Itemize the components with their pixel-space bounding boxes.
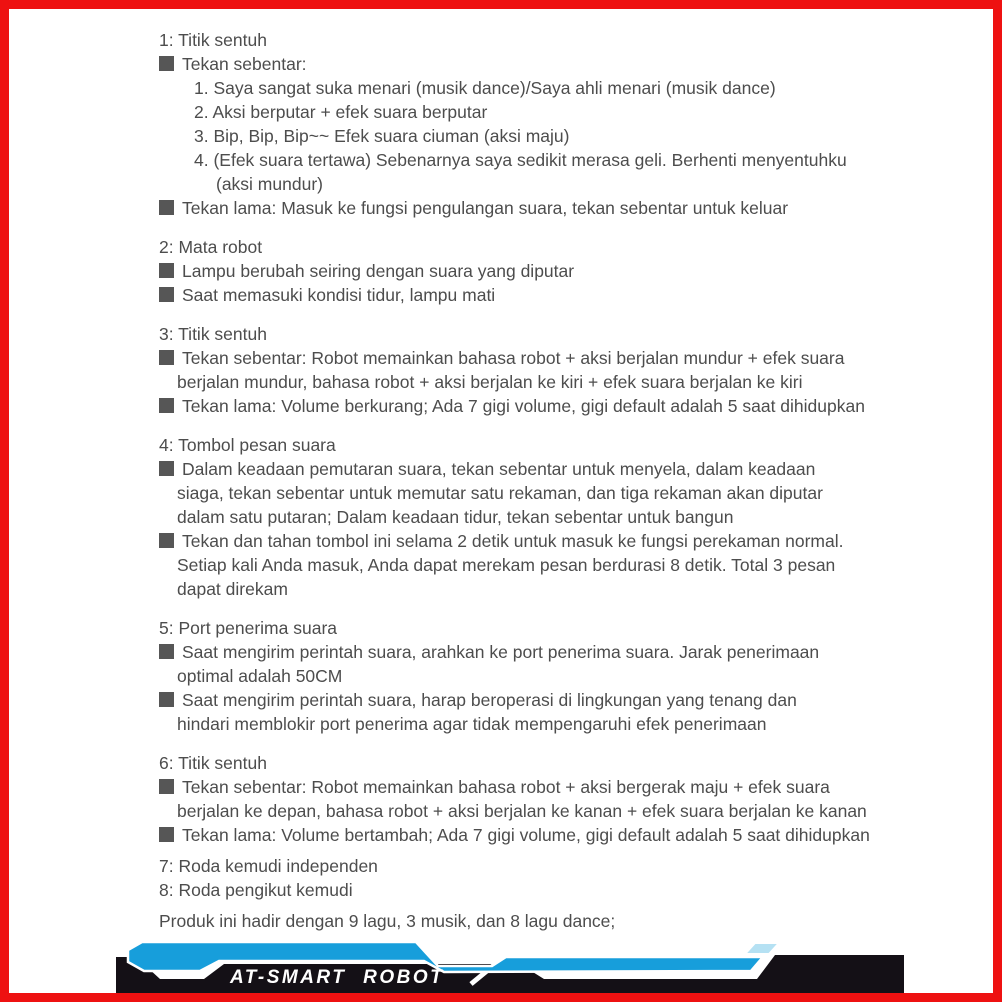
bullet-square-icon <box>159 287 174 302</box>
text-line <box>159 712 904 736</box>
line-text: Tekan sebentar: Robot memainkan bahasa robot + aksi bergerak maju + efek suara <box>182 777 830 797</box>
text-line <box>159 775 904 799</box>
text-line <box>159 124 904 148</box>
bullet-square-icon <box>159 56 174 71</box>
text-line <box>159 370 904 394</box>
line-text: Tekan lama: Masuk ke fungsi pengulangan suara, tekan sebentar untuk keluar <box>182 198 789 218</box>
line-text: 8: Roda pengikut kemudi <box>159 880 353 900</box>
section-title-line <box>159 854 904 878</box>
bullet-square-icon <box>159 827 174 842</box>
line-text: Dalam keadaan pemutaran suara, tekan sebentar untuk menyela, dalam keadaan <box>182 459 816 479</box>
section-title-line <box>159 878 904 902</box>
manual-section <box>159 854 904 902</box>
line-text: hindari memblokir port penerima agar tidak mempengaruhi efek penerimaan <box>177 714 767 734</box>
line-text: berjalan mundur, bahasa robot + aksi berjalan ke kiri + efek suara berjalan ke kiri <box>177 372 803 392</box>
line-text: Lampu berubah seiring dengan suara yang diputar <box>182 261 575 281</box>
brand-logo-text: AT-SMART ROBOT <box>230 967 445 988</box>
bullet-square-icon <box>159 644 174 659</box>
line-text: Saat memasuki kondisi tidur, lampu mati <box>182 285 496 305</box>
line-text: Tekan dan tahan tombol ini selama 2 detik untuk masuk ke fungsi perekaman normal. <box>182 531 844 551</box>
section-title-line <box>159 235 904 259</box>
line-text: berjalan ke depan, bahasa robot + aksi berjalan ke kanan + efek suara berjalan ke kanan <box>177 801 867 821</box>
brand-banner <box>114 938 906 995</box>
bullet-square-icon <box>159 692 174 707</box>
line-text: 4: Tombol pesan suara <box>159 435 336 455</box>
text-line <box>159 664 904 688</box>
text-line <box>159 52 904 76</box>
section-title-line <box>159 322 904 346</box>
bullet-square-icon <box>159 350 174 365</box>
manual-section <box>159 433 904 601</box>
line-text: 6: Titik sentuh <box>159 753 267 773</box>
bullet-square-icon <box>159 398 174 413</box>
text-line <box>159 481 904 505</box>
text-line <box>159 505 904 529</box>
bullet-square-icon <box>159 779 174 794</box>
text-line <box>159 76 904 100</box>
text-line <box>159 799 904 823</box>
line-text: 2: Mata robot <box>159 237 263 257</box>
line-text: 3. Bip, Bip, Bip~~ Efek suara ciuman (aksi maju) <box>194 126 570 146</box>
line-text: Tekan sebentar: Robot memainkan bahasa robot + aksi berjalan mundur + efek suara <box>182 348 845 368</box>
line-text: 7: Roda kemudi independen <box>159 856 378 876</box>
line-text: Tekan sebentar: <box>182 54 307 74</box>
manual-section <box>159 235 904 307</box>
bullet-square-icon <box>159 263 174 278</box>
line-text: 1. Saya sangat suka menari (musik dance)/Saya ahli menari (musik dance) <box>194 78 776 98</box>
text-line <box>159 577 904 601</box>
manual-section <box>159 909 904 933</box>
bullet-square-icon <box>159 461 174 476</box>
line-text: siaga, tekan sebentar untuk memutar satu rekaman, dan tiga rekaman akan diputar <box>177 483 823 503</box>
line-text: Setiap kali Anda masuk, Anda dapat merekam pesan berdurasi 8 detik. Total 3 pesan <box>177 555 836 575</box>
text-line <box>159 259 904 283</box>
text-line <box>159 909 904 933</box>
line-text: 1: Titik sentuh <box>159 30 267 50</box>
line-text: Produk ini hadir dengan 9 lagu, 3 musik, dan 8 lagu dance; <box>159 911 616 931</box>
line-text: 4. (Efek suara tertawa) Sebenarnya saya sedikit merasa geli. Berhenti menyentuhku <box>194 150 847 170</box>
bullet-square-icon <box>159 533 174 548</box>
line-text: dapat direkam <box>177 579 288 599</box>
section-title-line <box>159 751 904 775</box>
line-text: 3: Titik sentuh <box>159 324 267 344</box>
section-title-line <box>159 616 904 640</box>
line-text: Tekan lama: Volume berkurang; Ada 7 gigi volume, gigi default adalah 5 saat dihidupkan <box>182 396 865 416</box>
text-line <box>159 346 904 370</box>
text-line <box>159 283 904 307</box>
line-text: Saat mengirim perintah suara, harap beroperasi di lingkungan yang tenang dan <box>182 690 797 710</box>
manual-section <box>159 322 904 418</box>
section-title-line <box>159 28 904 52</box>
text-line <box>159 148 904 172</box>
text-line <box>159 100 904 124</box>
line-text: optimal adalah 50CM <box>177 666 343 686</box>
line-text: 2. Aksi berputar + efek suara berputar <box>194 102 488 122</box>
text-line <box>159 457 904 481</box>
text-line <box>159 688 904 712</box>
line-text: dalam satu putaran; Dalam keadaan tidur, tekan sebentar untuk bangun <box>177 507 734 527</box>
manual-section <box>159 616 904 736</box>
manual-section <box>159 28 904 220</box>
text-line <box>159 823 904 847</box>
text-line <box>159 394 904 418</box>
text-line <box>159 172 904 196</box>
manual-content <box>159 28 904 948</box>
banner-accent-wedge-icon <box>745 943 779 954</box>
manual-section <box>159 751 904 847</box>
text-line <box>159 196 904 220</box>
text-line <box>159 640 904 664</box>
section-title-line <box>159 433 904 457</box>
text-line <box>159 529 904 553</box>
line-text: 5: Port penerima suara <box>159 618 338 638</box>
text-line <box>159 553 904 577</box>
line-text: Saat mengirim perintah suara, arahkan ke port penerima suara. Jarak penerimaan <box>182 642 820 662</box>
bullet-square-icon <box>159 200 174 215</box>
line-text: (aksi mundur) <box>216 174 323 194</box>
line-text: Tekan lama: Volume bertambah; Ada 7 gigi volume, gigi default adalah 5 saat dihidupkan <box>182 825 870 845</box>
banner-graphic <box>114 938 906 995</box>
